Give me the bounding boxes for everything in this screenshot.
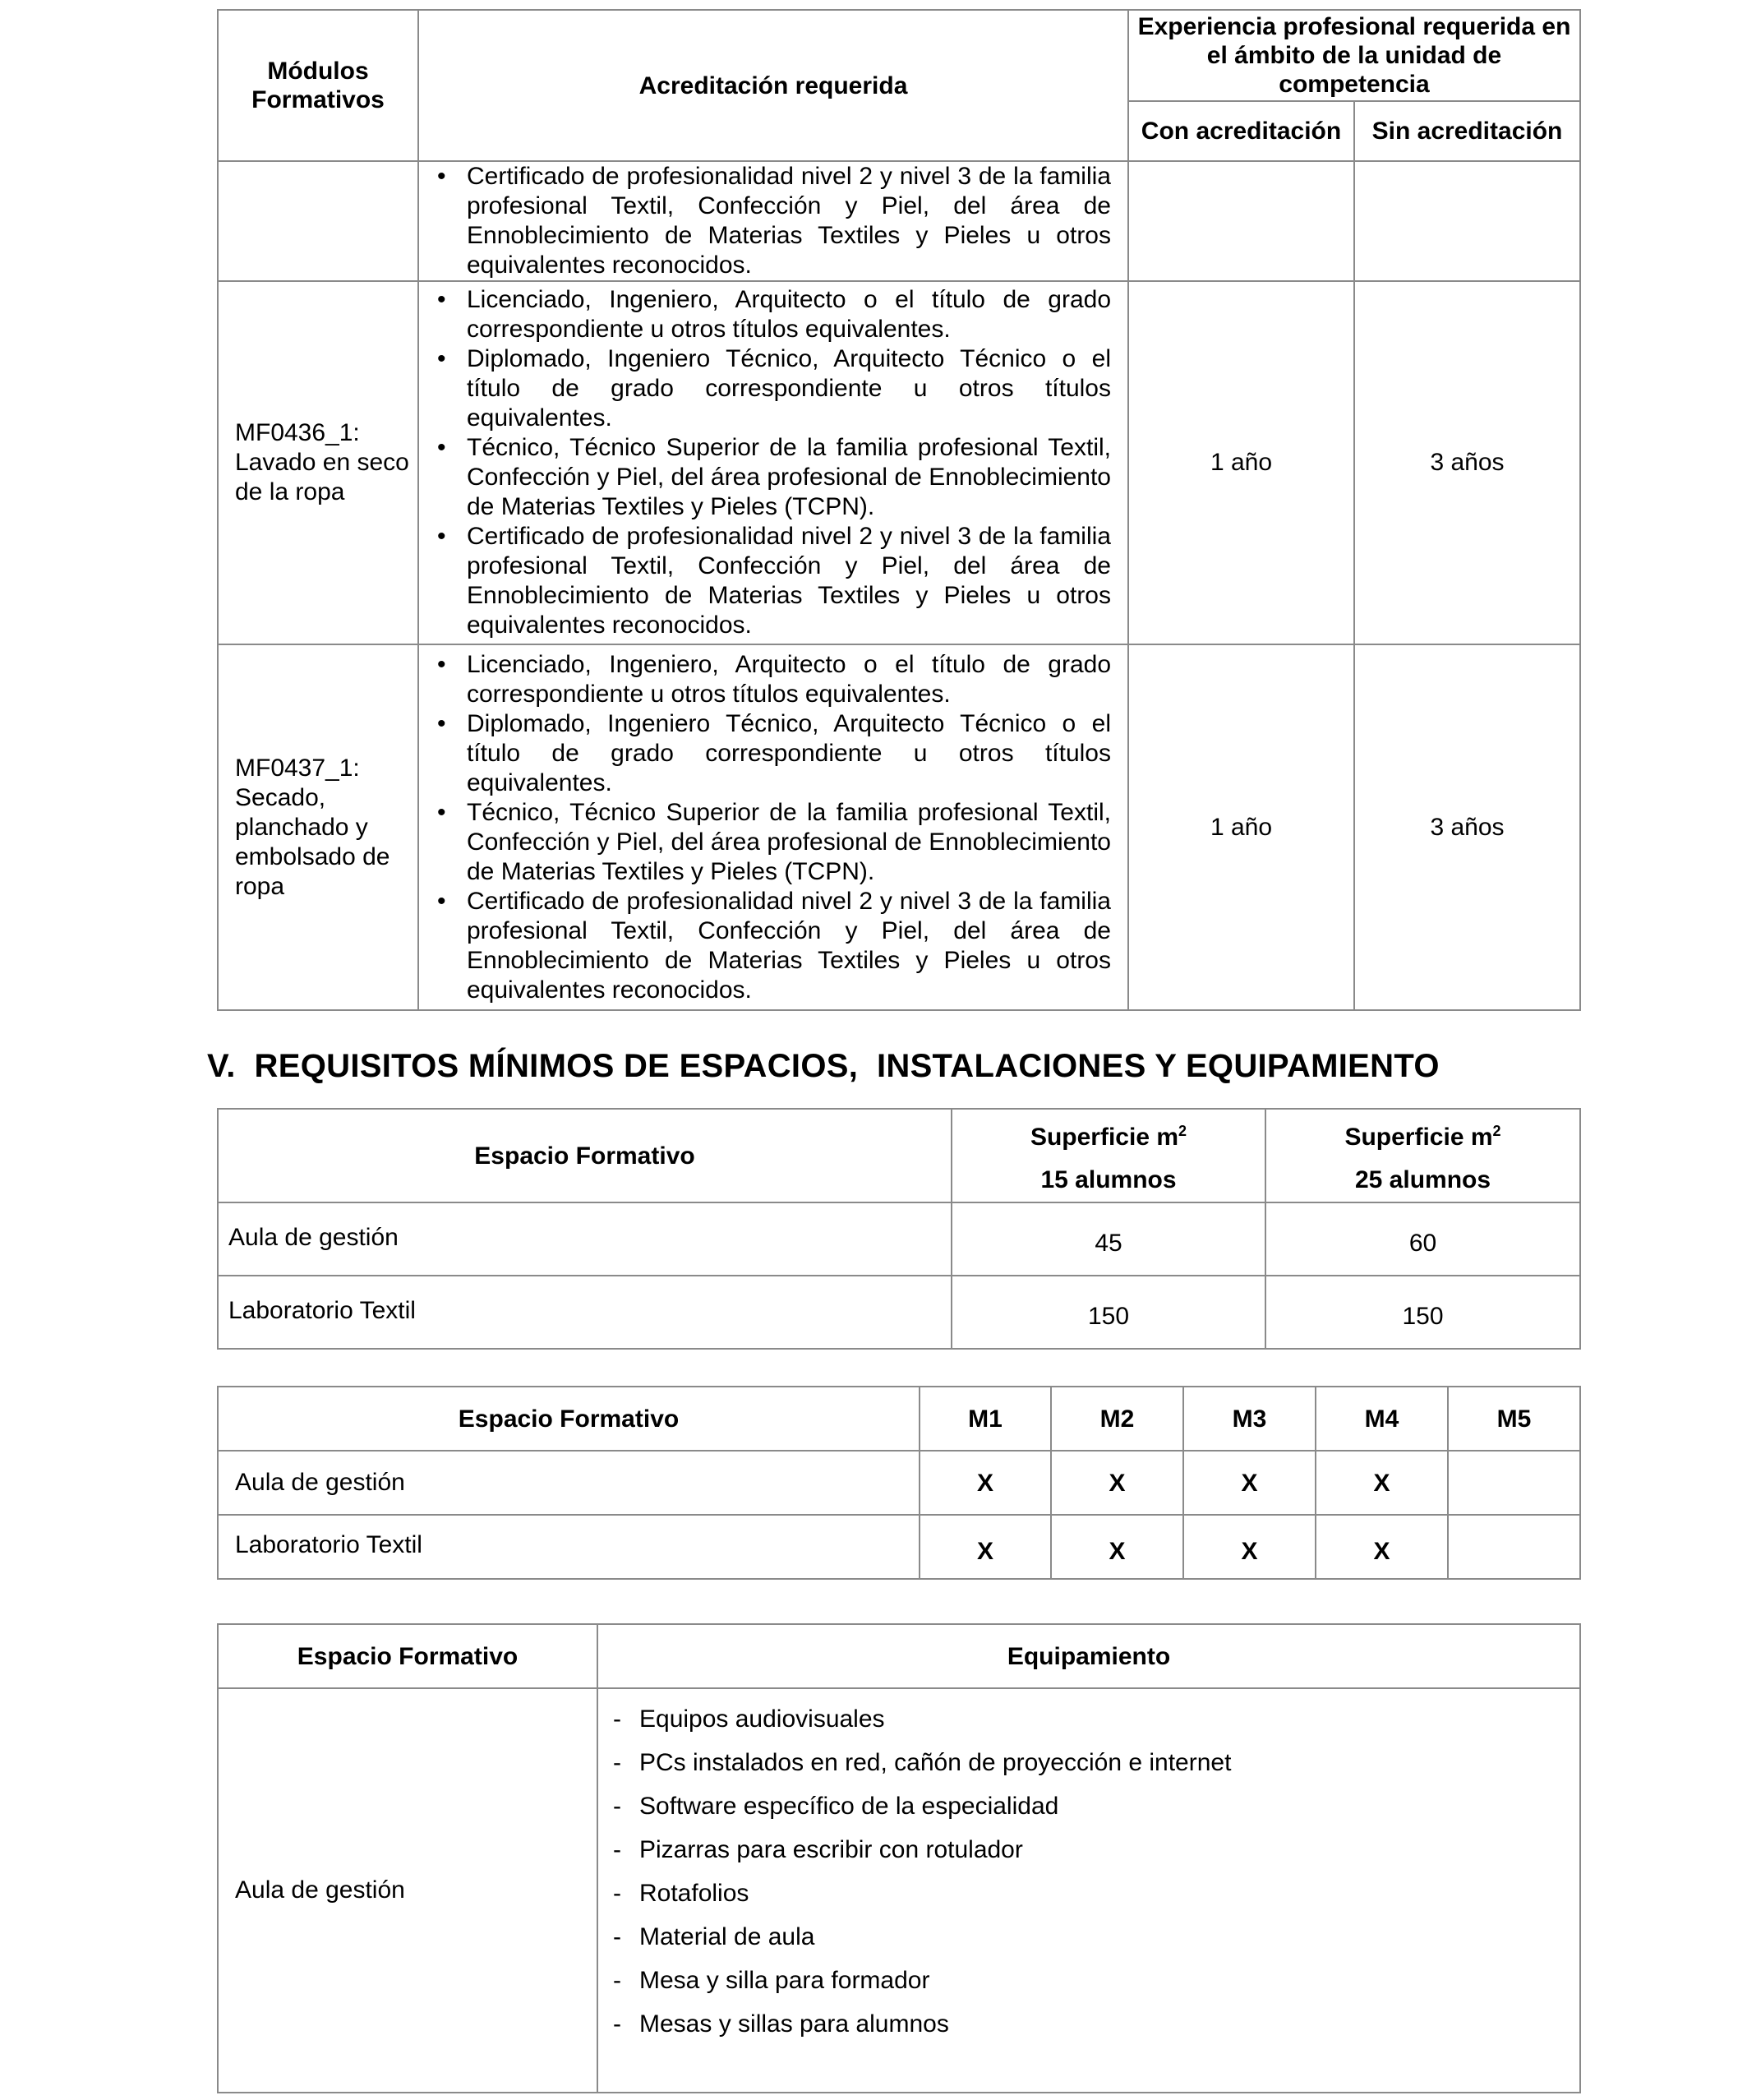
table-row — [218, 644, 1580, 1010]
table-row — [218, 1688, 1580, 2093]
mark-cell — [1448, 1515, 1580, 1579]
mark-cell: X — [1183, 1515, 1316, 1579]
accreditation-cell — [418, 644, 1128, 1010]
table-row — [218, 1515, 1580, 1579]
accreditation-cell — [418, 281, 1128, 644]
accreditation-cell — [418, 161, 1128, 281]
espacio-cell: Laboratorio Textil — [218, 1515, 920, 1579]
module-cell: MF0436_1: Lavado en seco de la ropa — [218, 281, 418, 644]
table-row — [218, 1276, 1580, 1349]
mark-cell: X — [920, 1515, 1051, 1579]
header-experiencia: Experiencia profesional requerida en el ámbito de la unidad de competencia — [1128, 10, 1580, 101]
value-cell: 45 — [952, 1202, 1265, 1276]
equipment-table — [217, 1623, 1581, 2093]
list-item: - Rotafolios — [639, 1872, 1579, 1915]
list-item: - PCs instalados en red, cañón de proyección e internet — [639, 1741, 1579, 1784]
list-item: - Software específico de la especialidad — [639, 1784, 1579, 1828]
header-espacio: Espacio Formativo — [218, 1624, 597, 1688]
equipment-cell — [597, 1688, 1580, 2093]
table-row — [218, 281, 1580, 644]
table-row — [218, 1451, 1580, 1515]
mark-cell: X — [1316, 1515, 1448, 1579]
header-sin-acreditacion: Sin acreditación — [1354, 101, 1580, 161]
header-module: M4 — [1316, 1387, 1448, 1451]
list-item: • Certificado de profesionalidad nivel 2 y nivel 3 de la familia profesional Textil, Confección y Piel, del área de Ennoblecimiento de Materias Textiles y Pieles u otros equivalentes reconocidos. — [467, 887, 1111, 1005]
module-cell: MF0437_1: Secado, planchado y embolsado de ropa — [218, 644, 418, 1010]
mark-cell: X — [1051, 1515, 1183, 1579]
espacio-cell: Aula de gestión — [218, 1202, 952, 1276]
list-item: • Certificado de profesionalidad nivel 2 y nivel 3 de la familia profesional Textil, Confección y Piel, del área de Ennoblecimiento de Materias Textiles y Pieles u otros equivalentes reconocidos. — [467, 522, 1111, 640]
value-cell: 150 — [1265, 1276, 1580, 1349]
list-item: - Material de aula — [639, 1915, 1579, 1959]
con-cell — [1128, 161, 1354, 281]
header-espacio: Espacio Formativo — [218, 1387, 920, 1451]
con-cell: 1 año — [1128, 644, 1354, 1010]
list-item: • Licenciado, Ingeniero, Arquitecto o el título de grado correspondiente u otros títulos equivalentes. — [467, 650, 1111, 709]
table-row — [218, 1202, 1580, 1276]
module-cell — [218, 161, 418, 281]
list-item: • Técnico, Técnico Superior de la familia profesional Textil, Confección y Piel, del área profesional de Ennoblecimiento de Materias Textiles y Pieles (TCPN). — [467, 433, 1111, 522]
section-title: V. REQUISITOS MÍNIMOS DE ESPACIOS, INSTALACIONES Y EQUIPAMIENTO — [207, 1048, 1440, 1084]
value-cell: 60 — [1265, 1202, 1580, 1276]
header-superficie-25: Superficie $m^2$ 25 alumnos — [1265, 1109, 1580, 1202]
header-con-acreditacion: Con acreditación — [1128, 101, 1354, 161]
list-item: • Licenciado, Ingeniero, Arquitecto o el título de grado correspondiente u otros títulos equivalentes. — [467, 285, 1111, 344]
list-item: • Certificado de profesionalidad nivel 2 y nivel 3 de la familia profesional Textil, Confección y Piel, del área de Ennoblecimiento de Materias Textiles y Pieles u otros equivalentes reconocidos. — [467, 162, 1111, 280]
mark-cell — [1448, 1451, 1580, 1515]
surface-table — [217, 1108, 1581, 1350]
accreditation-table — [217, 9, 1581, 1011]
header-module: M3 — [1183, 1387, 1316, 1451]
header-module: M5 — [1448, 1387, 1580, 1451]
sin-cell — [1354, 161, 1580, 281]
mark-cell: X — [1051, 1451, 1183, 1515]
espacio-cell: Aula de gestión — [218, 1688, 597, 2093]
list-item: - Equipos audiovisuales — [639, 1697, 1579, 1741]
module-matrix-table — [217, 1386, 1581, 1580]
sin-cell: 3 años — [1354, 644, 1580, 1010]
header-modulos: Módulos Formativos — [218, 10, 418, 161]
mark-cell: X — [920, 1451, 1051, 1515]
espacio-cell: Laboratorio Textil — [218, 1276, 952, 1349]
value-cell: 150 — [952, 1276, 1265, 1349]
header-equipamiento: Equipamiento — [597, 1624, 1580, 1688]
list-item: • Diplomado, Ingeniero Técnico, Arquitecto Técnico o el título de grado correspondiente u otros títulos equivalentes. — [467, 709, 1111, 798]
espacio-cell: Aula de gestión — [218, 1451, 920, 1515]
table-row — [218, 161, 1580, 281]
header-module: M1 — [920, 1387, 1051, 1451]
list-item: - Mesas y sillas para alumnos — [639, 2002, 1579, 2046]
list-item: - Pizarras para escribir con rotulador — [639, 1828, 1579, 1872]
list-item: - Mesa y silla para formador — [639, 1959, 1579, 2002]
sin-cell: 3 años — [1354, 281, 1580, 644]
header-superficie-15: Superficie $m^2$ 15 alumnos — [952, 1109, 1265, 1202]
header-espacio: Espacio Formativo — [218, 1109, 952, 1202]
mark-cell: X — [1316, 1451, 1448, 1515]
list-item: • Técnico, Técnico Superior de la familia profesional Textil, Confección y Piel, del área profesional de Ennoblecimiento de Materias Textiles y Pieles (TCPN). — [467, 798, 1111, 887]
header-acreditacion: Acreditación requerida — [418, 10, 1128, 161]
mark-cell: X — [1183, 1451, 1316, 1515]
list-item: • Diplomado, Ingeniero Técnico, Arquitecto Técnico o el título de grado correspondiente u otros títulos equivalentes. — [467, 344, 1111, 433]
con-cell: 1 año — [1128, 281, 1354, 644]
header-module: M2 — [1051, 1387, 1183, 1451]
